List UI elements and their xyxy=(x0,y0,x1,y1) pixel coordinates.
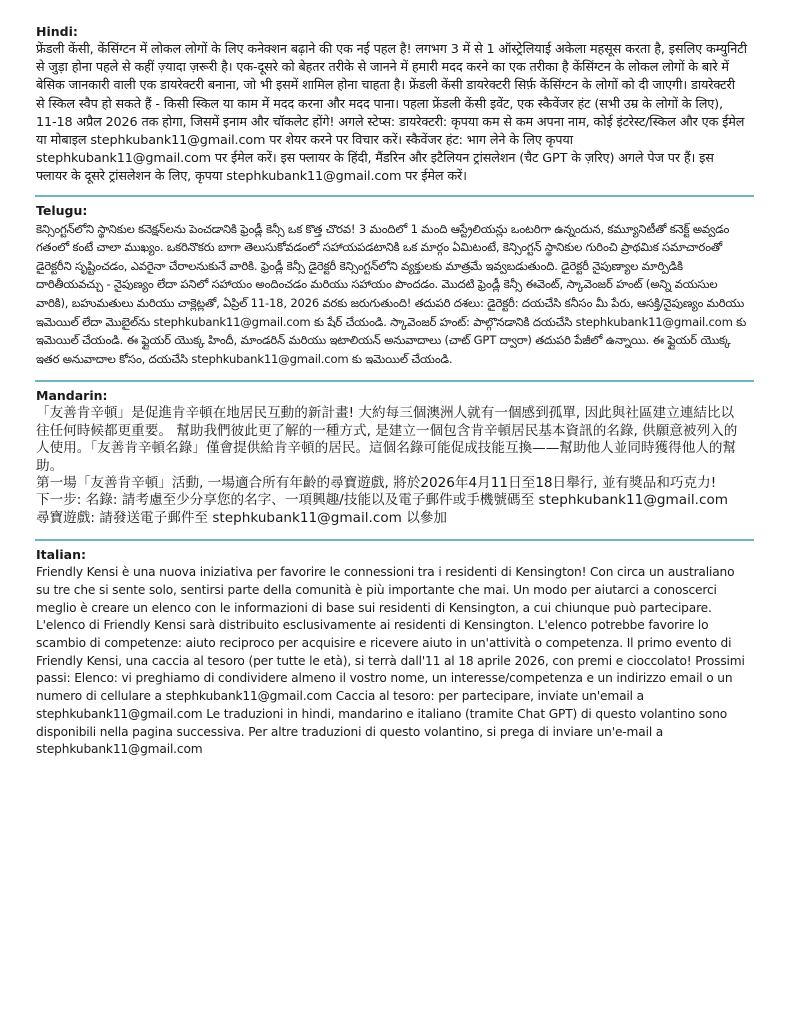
mandarin-paragraph: 第一場「友善肯辛頓」活動, 一場適合所有年齡的尋寶遊戲, 將於2026年4月11日至18日舉行, 並有獎品和巧克力! xyxy=(36,475,717,491)
mandarin-text xyxy=(36,405,747,527)
section-title-italian: Italian: xyxy=(36,547,86,563)
mandarin-paragraph: 「友善肯辛頓」是促進肯辛頓在地居民互動的新計畫! 大約每三個澳洲人就有一個感到孤單, 因此與社區建立連結比以往任何時候都更重要。 幫助我們彼此更了解的一種方式, 是建立一個包含肯辛頓居民基本資訊的名錄, 供願意被列入的人使用。「友善肯辛頓名錄」僅會提供給肯辛頓的居民。這個名錄可能促成技能互換——幫助他人並同時獲得他人的幫助。 xyxy=(36,405,738,474)
section-divider xyxy=(35,539,754,541)
hindi-section xyxy=(36,24,747,187)
section-title-mandarin: Mandarin: xyxy=(36,388,108,404)
section-divider xyxy=(35,380,754,382)
telugu-text: కెన్సింగ్టన్‌లోని స్థానికుల కనెక్షన్‌లను పెంచడానికి ఫ్రెండ్లీ కెన్సీ ఒక కొత్త చొరవ! 3 మందిలో 1 మంది ఆస్ట్రేలియన్లు ఒంటరిగా ఉన్నందున, కమ్యూనిటీతో కనెక్ట్ అవ్వడం గతంలో కంటే చాలా ముఖ్యం. ఒకరినొకరు బాగా తెలుసుకోవడంలో సహాయపడటానికి ఒక మార్గం ఏమిటంటే, కెన్సింగ్టన్ స్థానికుల గురించి ప్రాథమిక సమాచారంతో డైరెక్టరీని సృష్టించడం, ఎవరైనా చేరాలనుకునే వారికి. ఫ్రెండ్లీ కెన్సీ డైరెక్టరీ కెన్సింగ్టన్‌లోని వ్యక్తులకు మాత్రమే ఇవ్వబడుతుంది. డైరెక్టరీ నైపుణ్యాల మార్పిడికి దారితీయవచ్చు - నైపుణ్యం లేదా పనిలో సహాయం అందించడం మరియు సహాయం పొందడం. మొదటి ఫ్రెండ్లీ కెన్సీ ఈవెంట్, స్కావెంజర్ హంట్ (అన్ని వయసుల వారికి), బహుమతులు మరియు చాక్లెట్లతో, ఏప్రిల్ 11-18, 2026 వరకు జరుగుతుంది! తదుపరి దశలు: డైరెక్టరీ: దయచేసి కనీసం మీ పేరు, ఆసక్తి/నైపుణ్యం మరియు ఇమెయిల్ లేదా మొబైల్‌ను stephkubank11@gmail.com కు షేర్ చేయండి. స్కావెంజర్ హంట్: పాల్గొనడానికి దయచేసి stephkubank11@gmail.com కు ఇమెయిల్ చేయండి. ఈ ఫ్లైయర్ యొక్క హిందీ, మాండరిన్ మరియు ఇటాలియన్ అనువాదాలు (చాట్ GPT ద్వారా) తదుపరి పేజీలో ఉన్నాయి. ఈ ఫ్లైయర్ యొక్క ఇతర అనువాదాల కోసం, దయచేసి stephkubank11@gmail.com కు ఇమెయిల్ చేయండి. xyxy=(36,221,747,366)
italian-text: Friendly Kensi è una nuova iniziativa per favorire le connessioni tra i residenti di Kensington! Con circa un australiano su tre che si sente solo, sentirsi parte della comunità è più importante che mai. Un modo per aiutarci a conoscerci meglio è creare un elenco con le informazioni di base sui residenti di Kensington, a cui chiunque può partecipare. L'elenco di Friendly Kensi sarà distribuito esclusivamente ai residenti di Kensington. L'elenco potrebbe favorire lo scambio di competenze: aiuto reciproco per acquisire e ricevere aiuto in un'attività o competenza. Il primo evento di Friendly Kensi, una caccia al tesoro (per tutte le età), si terrà dall'11 al 18 aprile 2026, con premi e cioccolato! Prossimi passi: Elenco: vi preghiamo di condividere almeno il vostro nome, un interesse/competenza e un indirizzo email o un numero di cellulare a stephkubank11@gmail.com Caccia al tesoro: per partecipare, inviate un'email a stephkubank11@gmail.com Le traduzioni in hindi, mandarino e italiano (tramite Chat GPT) di questo volantino sono disponibili nella pagina successiva. Per altre traduzioni di questo volantino, si prega di inviare un'e-mail a stephkubank11@gmail.com xyxy=(36,565,745,757)
italian-section xyxy=(36,547,747,759)
hindi-text: फ्रेंडली केंसी, केंसिंग्टन में लोकल लोगों के लिए कनेक्शन बढ़ाने की एक नई पहल है! लगभग 3 में से 1 ऑस्ट्रेलियाई अकेला महसूस करता है, इसलिए कम्युनिटी से जुड़ा होना पहले से कहीं ज़्यादा ज़रूरी है। एक-दूसरे को बेहतर तरीके से जानने में हमारी मदद करने का एक तरीका है केंसिंग्टन के लोकल लोगों के बारे में बेसिक जानकारी वाली एक डायरेक्टरी बनाना, जो भी इसमें शामिल होना चाहता है। फ्रेंडली केंसी डायरेक्टरी सिर्फ़ केंसिंग्टन के लोगों को दी जाएगी। डायरेक्टरी से स्किल स्वैप हो सकते हैं - किसी स्किल या काम में मदद करना और मदद पाना। पहला फ्रेंडली केंसी इवेंट, एक स्कैवेंजर हंट (सभी उम्र के लोगों के लिए), 11-18 अप्रैल 2026 तक होगा, जिसमें इनाम और चॉकलेट होंगे! अगले स्टेप्स: डायरेक्टरी: कृपया कम से कम अपना नाम, कोई इंटरेस्ट/स्किल और एक ईमेल या मोबाइल stephkubank11@gmail.com पर शेयर करने पर विचार करें। स्कैवेंजर हंट: भाग लेने के लिए कृपया stephkubank11@gmail.com पर ईमेल करें। इस फ्लायर के हिंदी, मैंडरिन और इटैलियन ट्रांसलेशन (चैट GPT के ज़रिए) अगले पेज पर हैं। इस फ्लायर के दूसरे ट्रांसलेशन के लिए, कृपया stephkubank11@gmail.com पर ईमेल करें। xyxy=(36,42,747,185)
mandarin-paragraph: 下一步: 名錄: 請考慮至少分享您的名字、一項興趣/技能以及電子郵件或手機號碼至 stephkubank11@gmail.com xyxy=(36,492,729,509)
section-title-telugu: Telugu: xyxy=(36,202,88,218)
mandarin-paragraph: 尋寶遊戲: 請發送電子郵件至 stephkubank11@gmail.com 以參加 xyxy=(36,509,447,526)
section-divider xyxy=(35,195,754,197)
telugu-section xyxy=(36,203,747,369)
section-title-hindi: Hindi: xyxy=(36,24,78,39)
mandarin-section xyxy=(36,388,747,527)
